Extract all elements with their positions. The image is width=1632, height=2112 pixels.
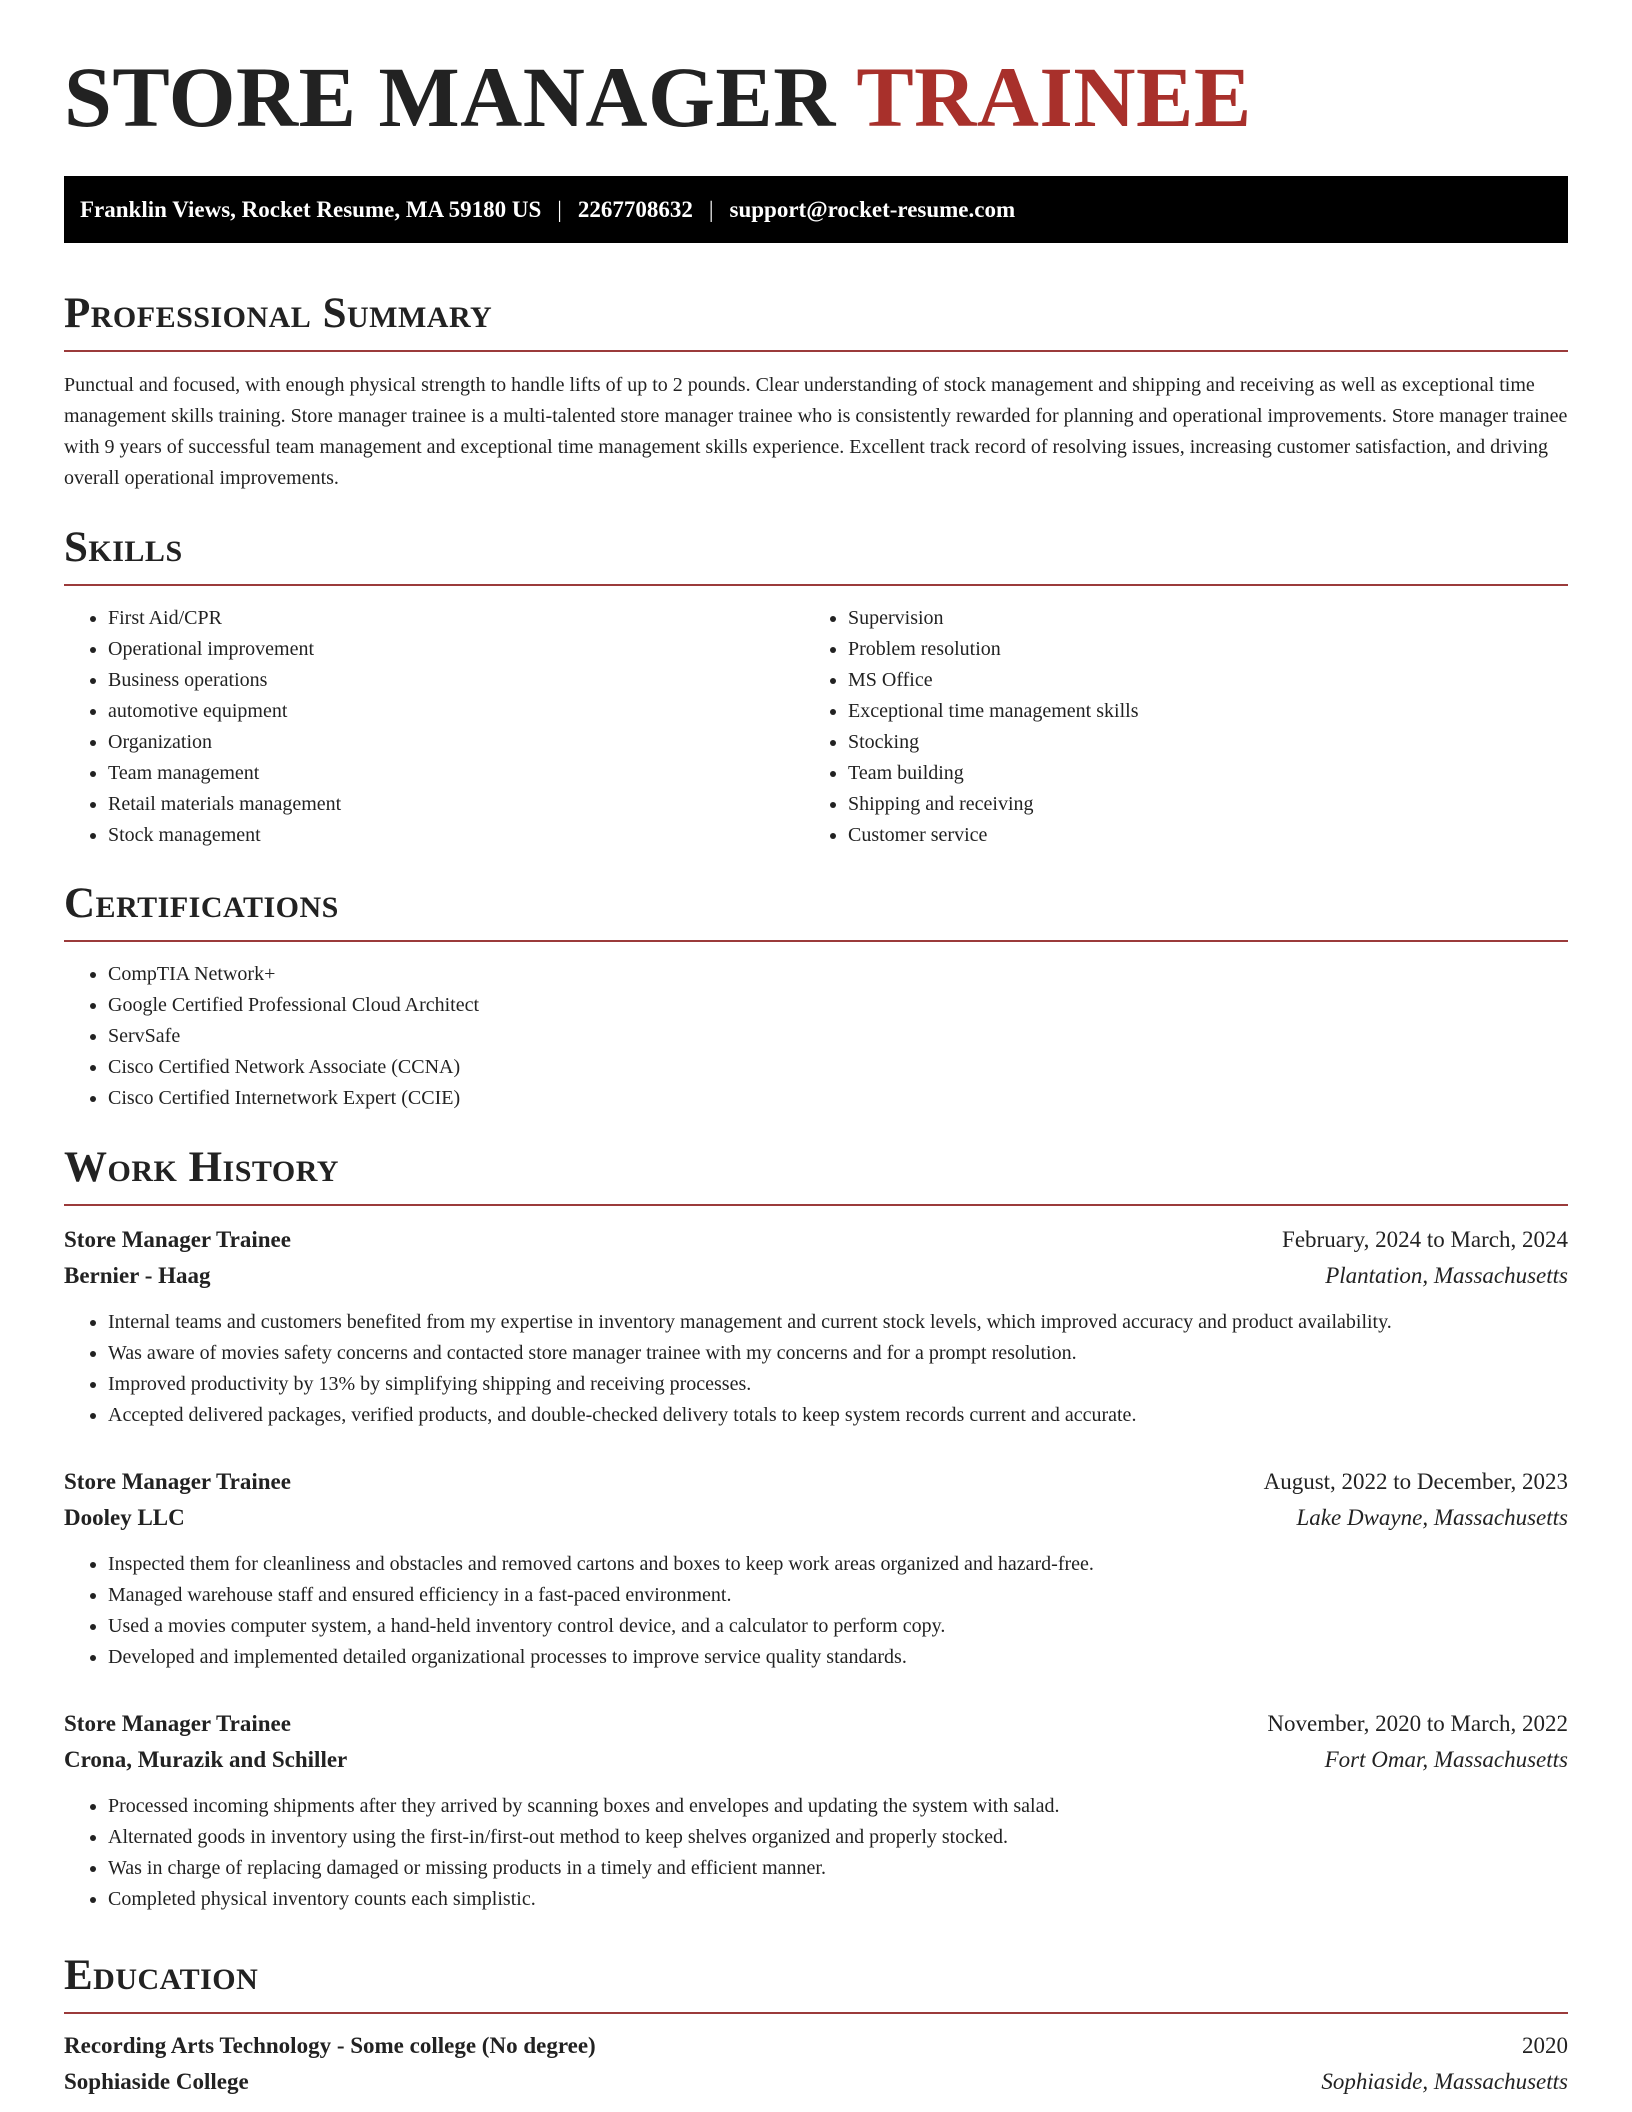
- section-divider: [64, 2012, 1568, 2014]
- skill-item: • MS Office: [848, 665, 1544, 696]
- skill-item: • Retail materials management: [108, 789, 804, 820]
- certification-item: • CompTIA Network+: [108, 959, 1568, 990]
- job-title: Store Manager Trainee: [64, 1711, 291, 1736]
- job-bullet: • Alternated goods in inventory using the first-in/first-out method to keep shelves organized and properly stocked.: [108, 1822, 1568, 1853]
- certifications-section: [64, 882, 1568, 1114]
- education-degree: Recording Arts Technology - Some college (No degree): [64, 2033, 596, 2058]
- certification-item: • Google Certified Professional Cloud Architect: [108, 990, 1568, 1021]
- certification-item: • Cisco Certified Network Associate (CCNA): [108, 1052, 1568, 1083]
- skill-item: • Stock management: [108, 820, 804, 851]
- education-location: Sophiaside, Massachusetts: [1321, 2069, 1568, 2094]
- certification-item: • ServSafe: [108, 1021, 1568, 1052]
- section-title-summary: Professional Summary: [64, 290, 493, 337]
- section-divider: [64, 350, 1568, 352]
- contact-separator: |: [557, 196, 562, 222]
- skill-item: • Business operations: [108, 665, 804, 696]
- skills-column-right: [804, 603, 1544, 851]
- job-bullet: • Developed and implemented detailed organizational processes to improve service quality standards.: [108, 1642, 1568, 1673]
- contact-separator: |: [708, 196, 714, 222]
- job-location: Lake Dwayne, Massachusetts: [1296, 1505, 1568, 1530]
- education-school: Sophiaside College: [64, 2069, 249, 2094]
- section-title-work-history: Work History: [64, 1144, 339, 1191]
- skill-item: • Exceptional time management skills: [848, 696, 1544, 727]
- skill-item: • Team management: [108, 758, 804, 789]
- job-bullet: • Was aware of movies safety concerns and contacted store manager trainee with my concerns and for a prompt resolution.: [108, 1338, 1568, 1369]
- job-entry: [64, 1464, 1568, 1673]
- job-entry: [64, 1706, 1568, 1915]
- section-divider: [64, 1204, 1568, 1206]
- job-bullet: • Used a movies computer system, a hand-held inventory control device, and a calculator to perform copy.: [108, 1611, 1568, 1642]
- certification-list: [64, 959, 1568, 1114]
- skill-item: • automotive equipment: [108, 696, 804, 727]
- skills-column-left: [64, 603, 804, 851]
- job-bullet: • Completed physical inventory counts each simplistic.: [108, 1884, 1568, 1915]
- education-section: [64, 1954, 1568, 2100]
- section-title-education: Education: [64, 1952, 259, 1999]
- name-accent: TRAINEE: [856, 49, 1252, 145]
- job-bullet: • Managed warehouse staff and ensured efficiency in a fast-paced environment.: [108, 1580, 1568, 1611]
- contact-bar: [64, 176, 1568, 243]
- skill-item: • Shipping and receiving: [848, 789, 1544, 820]
- contact-email: support@rocket-resume.com: [729, 196, 1016, 222]
- education-year: 2020: [1522, 2033, 1568, 2058]
- skill-item: • Problem resolution: [848, 634, 1544, 665]
- skill-item: • Team building: [848, 758, 1544, 789]
- job-entry: [64, 1222, 1568, 1431]
- contact-address: Franklin Views, Rocket Resume, MA 59180 US: [80, 196, 542, 222]
- job-title: Store Manager Trainee: [64, 1469, 291, 1494]
- skills-section: [64, 526, 1568, 851]
- work-history-section: [64, 1146, 1568, 1915]
- section-divider: [64, 940, 1568, 942]
- skills-columns: [64, 603, 1568, 851]
- job-dates: November, 2020 to March, 2022: [1267, 1711, 1568, 1736]
- job-location: Fort Omar, Massachusetts: [1324, 1747, 1568, 1772]
- summary-section: [64, 292, 1568, 494]
- job-bullet: • Was in charge of replacing damaged or missing products in a timely and efficient manner.: [108, 1853, 1568, 1884]
- job-bullet: • Inspected them for cleanliness and obstacles and removed cartons and boxes to keep work areas organized and hazard-free.: [108, 1549, 1568, 1580]
- section-divider: [64, 584, 1568, 586]
- name-main: STORE MANAGER: [64, 49, 836, 145]
- skill-item: • Stocking: [848, 727, 1544, 758]
- skill-item: • Supervision: [848, 603, 1544, 634]
- job-title: Store Manager Trainee: [64, 1227, 291, 1252]
- job-company: Dooley LLC: [64, 1505, 185, 1530]
- job-bullet: • Accepted delivered packages, verified products, and double-checked delivery totals to keep system records current and accurate.: [108, 1400, 1568, 1431]
- contact-phone: 2267708632: [577, 196, 693, 222]
- job-bullet: • Improved productivity by 13% by simplifying shipping and receiving processes.: [108, 1369, 1568, 1400]
- job-dates: August, 2022 to December, 2023: [1263, 1469, 1568, 1494]
- skill-item: • Operational improvement: [108, 634, 804, 665]
- section-title-skills: Skills: [64, 524, 183, 571]
- skill-item: • Organization: [108, 727, 804, 758]
- job-company: Bernier - Haag: [64, 1263, 211, 1288]
- skill-item: • Customer service: [848, 820, 1544, 851]
- skill-item: • First Aid/CPR: [108, 603, 804, 634]
- job-bullet: • Processed incoming shipments after they arrived by scanning boxes and envelopes and updating the system with salad.: [108, 1791, 1568, 1822]
- education-entry: [64, 2028, 1568, 2100]
- summary-text: Punctual and focused, with enough physical strength to handle lifts of up to 2 pounds. Clear understanding of stock management and shipping and receiving as well as exceptional time management skills training. Store manager trainee is a multi-talented store manager trainee who is consistently rewarded for planning and operational improvements. Store manager trainee with 9 years of successful team management and exceptional time management skills experience. Excellent track record of resolving issues, increasing customer satisfaction, and driving overall operational improvements.: [64, 374, 1568, 489]
- job-location: Plantation, Massachusetts: [1325, 1263, 1568, 1288]
- certification-item: • Cisco Certified Internetwork Expert (CCIE): [108, 1083, 1568, 1114]
- job-company: Crona, Murazik and Schiller: [64, 1747, 348, 1772]
- section-title-certifications: Certifications: [64, 880, 339, 927]
- resume-name: [64, 49, 1252, 145]
- job-bullet: • Internal teams and customers benefited from my expertise in inventory management and current stock levels, which improved accuracy and product availability.: [108, 1307, 1568, 1338]
- job-dates: February, 2024 to March, 2024: [1282, 1227, 1568, 1252]
